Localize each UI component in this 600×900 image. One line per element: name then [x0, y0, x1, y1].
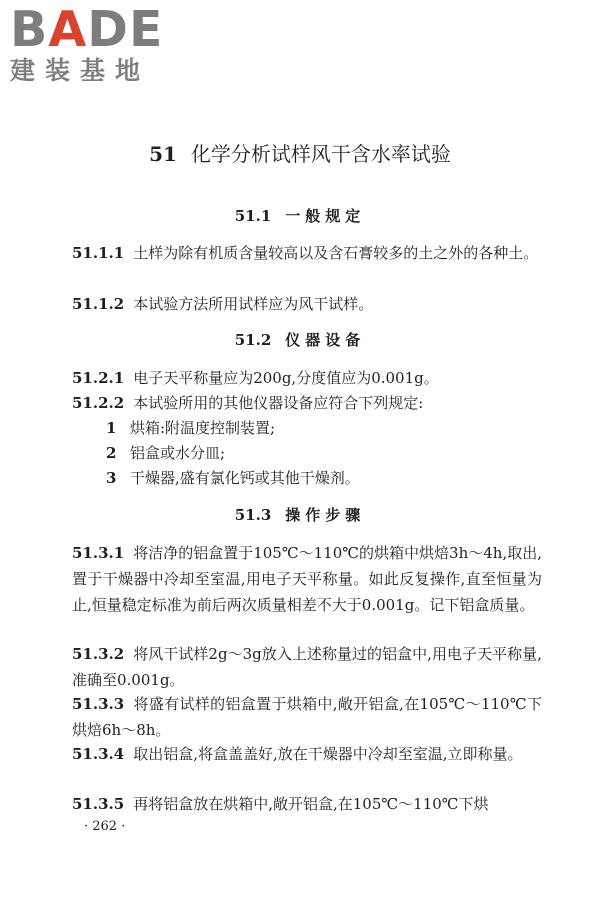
clause-text: 土样为除有机质含量较高以及含石膏较多的土之外的各种土。 [133, 244, 539, 262]
clause [72, 691, 542, 743]
list-item [106, 440, 536, 466]
clause-text: 本试验所用的其他仪器设备应符合下列规定: [133, 394, 424, 412]
clause [72, 741, 542, 767]
clause-text: 电子天平称量应为200g,分度值应为0.001g。 [133, 369, 439, 387]
section-title-text: 仪器设备 [285, 331, 366, 349]
section-title [0, 206, 600, 226]
list-item [106, 415, 536, 441]
clause-number: 51.3.1 [72, 544, 125, 562]
clause-text: 取出铝盒,将盒盖盖好,放在干燥器中冷却至室温,立即称量。 [133, 745, 523, 763]
logo-wordmark: BADE [10, 1, 164, 58]
page-number: · 262 · [84, 819, 126, 834]
bade-logo [10, 1, 180, 92]
logo-subtitle: 建装基地 [10, 56, 151, 85]
clause [72, 365, 542, 391]
clause-number: 51.3.4 [72, 745, 125, 763]
clause-number: 51.2.1 [72, 369, 125, 387]
list-item-text: 干燥器,盛有氯化钙或其他干燥剂。 [130, 469, 360, 487]
section-title [0, 505, 600, 525]
clause-text: 将盛有试样的铝盒置于烘箱中,敞开铝盒,在105℃～110℃下烘焙6h～8h。 [72, 695, 542, 739]
clause-text: 本试验方法所用试样应为风干试样。 [133, 295, 374, 313]
chapter-title-text: 化学分析试样风干含水率试验 [190, 142, 451, 166]
clause [72, 791, 542, 817]
clause [72, 540, 542, 618]
list-item [106, 465, 536, 491]
chapter-number: 51 [149, 142, 177, 166]
section-number: 51.2 [234, 331, 272, 349]
clause-number: 51.1.2 [72, 295, 125, 313]
clause-number: 51.3.2 [72, 645, 125, 663]
clause-number: 51.1.1 [72, 244, 125, 262]
clause [72, 641, 542, 693]
list-item-number: 1 [106, 419, 117, 437]
section-number: 51.3 [234, 506, 272, 524]
clause-text: 将洁净的铝盒置于105℃～110℃的烘箱中烘焙3h～4h,取出,置于干燥器中冷却至室温,用电子天平称量。如此反复操作,直至恒量为止,恒量稳定标准为前后两次质量相差不大于0.001g。记下铝盒质量。 [72, 544, 542, 614]
list-item-text: 烘箱:附温度控制装置; [130, 419, 276, 437]
clause-number: 51.2.2 [72, 394, 125, 412]
clause [72, 240, 542, 266]
clause-text: 将风干试样2g～3g放入上述称量过的铝盒中,用电子天平称量,准确至0.001g。 [72, 645, 542, 689]
clause [72, 291, 542, 317]
section-title-text: 操作步骤 [285, 506, 366, 524]
clause [72, 390, 542, 416]
list-item-number: 3 [106, 469, 117, 487]
section-title [0, 330, 600, 350]
section-title-text: 一般规定 [285, 207, 366, 225]
list-item-number: 2 [106, 444, 117, 462]
chapter-title [0, 141, 600, 167]
list-item-text: 铝盒或水分皿; [130, 444, 226, 462]
clause-number: 51.3.3 [72, 695, 125, 713]
section-number: 51.1 [234, 207, 272, 225]
clause-text: 再将铝盒放在烘箱中,敞开铝盒,在105℃～110℃下烘 [133, 795, 489, 813]
clause-number: 51.3.5 [72, 795, 125, 813]
